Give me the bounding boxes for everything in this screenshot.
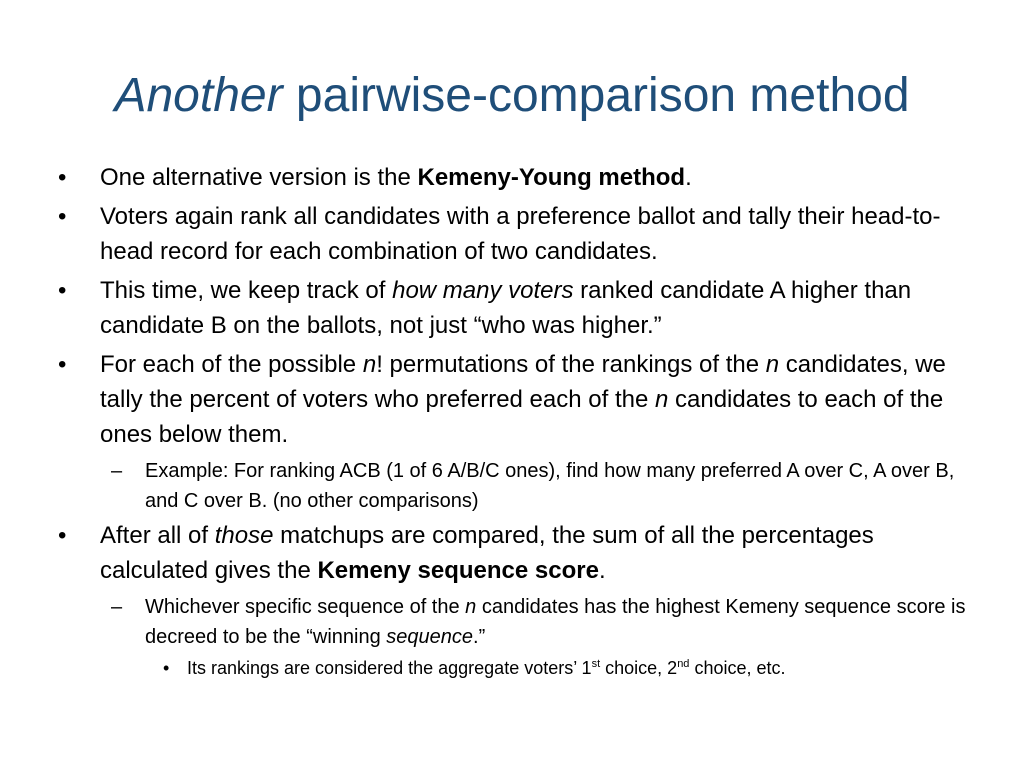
bullet-text: This time, we keep track of <box>100 277 393 304</box>
title-text: pairwise-comparison method <box>282 69 910 122</box>
bullet-list <box>58 160 978 682</box>
bullet-marker: • <box>58 203 67 230</box>
sub-sub-bullet-rankings <box>163 654 978 682</box>
bullet-text: matchups are compared, the sum of all the percentages calculated gives the <box>100 522 874 584</box>
sub-sub-bullet-text: choice, 2 <box>600 658 678 678</box>
bullet-text: candidates to each of the ones below them. <box>100 386 944 448</box>
slide-title <box>0 66 1024 126</box>
bold-term: Kemeny-Young method <box>417 164 686 191</box>
sub-bullet-winning-sequence <box>103 592 978 652</box>
bullet-item-1 <box>58 160 978 195</box>
bullet-marker: • <box>58 351 67 378</box>
bullet-marker: • <box>58 277 67 304</box>
sub-bullet-text: Whichever specific sequence of the <box>145 596 466 618</box>
bullet-item-4 <box>58 347 978 452</box>
italic-term: how many voters <box>392 277 574 304</box>
bullet-text: . <box>598 557 606 584</box>
italic-variable: n <box>362 351 377 378</box>
bullet-text: . <box>685 164 692 191</box>
bullet-text: For each of the possible <box>100 351 363 378</box>
bullet-item-5 <box>58 518 978 588</box>
sub-bullet-text: candidates has the highest Kemeny sequence score is decreed to be the “winning <box>145 596 966 648</box>
bullet-text: After all of <box>100 522 215 549</box>
italic-variable: n <box>765 351 780 378</box>
ordinal-suffix: st <box>591 658 601 670</box>
bold-term: Kemeny sequence score <box>317 557 599 584</box>
italic-term: those <box>214 522 274 549</box>
bullet-text: ranked candidate A higher than candidate B on the ballots, not just “who was higher.” <box>100 277 912 339</box>
dash-marker: – <box>111 460 123 482</box>
ordinal-suffix: nd <box>677 658 690 670</box>
bullet-item-2 <box>58 199 978 269</box>
bullet-item-3 <box>58 273 978 343</box>
sub-sub-bullet-text: choice, etc. <box>689 658 786 678</box>
title-emphasis: Another <box>114 69 283 122</box>
bullet-text: ! permutations of the rankings of the <box>376 351 766 378</box>
sub-bullet-text: .” <box>473 626 486 648</box>
sub-bullet-text: Example: For ranking ACB (1 of 6 A/B/C ones), find how many preferred A over C, A over B, and C over B. (no other comparisons) <box>145 460 955 512</box>
italic-variable: n <box>465 596 477 618</box>
bullet-text: Voters again rank all candidates with a preference ballot and tally their head-to-head record for each combination of two candidates. <box>100 203 941 265</box>
italic-variable: n <box>654 386 669 413</box>
sub-bullet-example <box>103 456 978 516</box>
dash-marker: – <box>111 596 123 618</box>
bullet-marker: • <box>58 522 67 549</box>
bullet-marker: • <box>58 164 67 191</box>
sub-sub-bullet-text: Its rankings are considered the aggregate voters’ 1 <box>187 658 592 678</box>
bullet-text: One alternative version is the <box>100 164 418 191</box>
bullet-marker: • <box>163 658 170 678</box>
italic-term: sequence <box>386 626 474 648</box>
bullet-text: candidates, we tally the percent of voters who preferred each of the <box>100 351 946 413</box>
